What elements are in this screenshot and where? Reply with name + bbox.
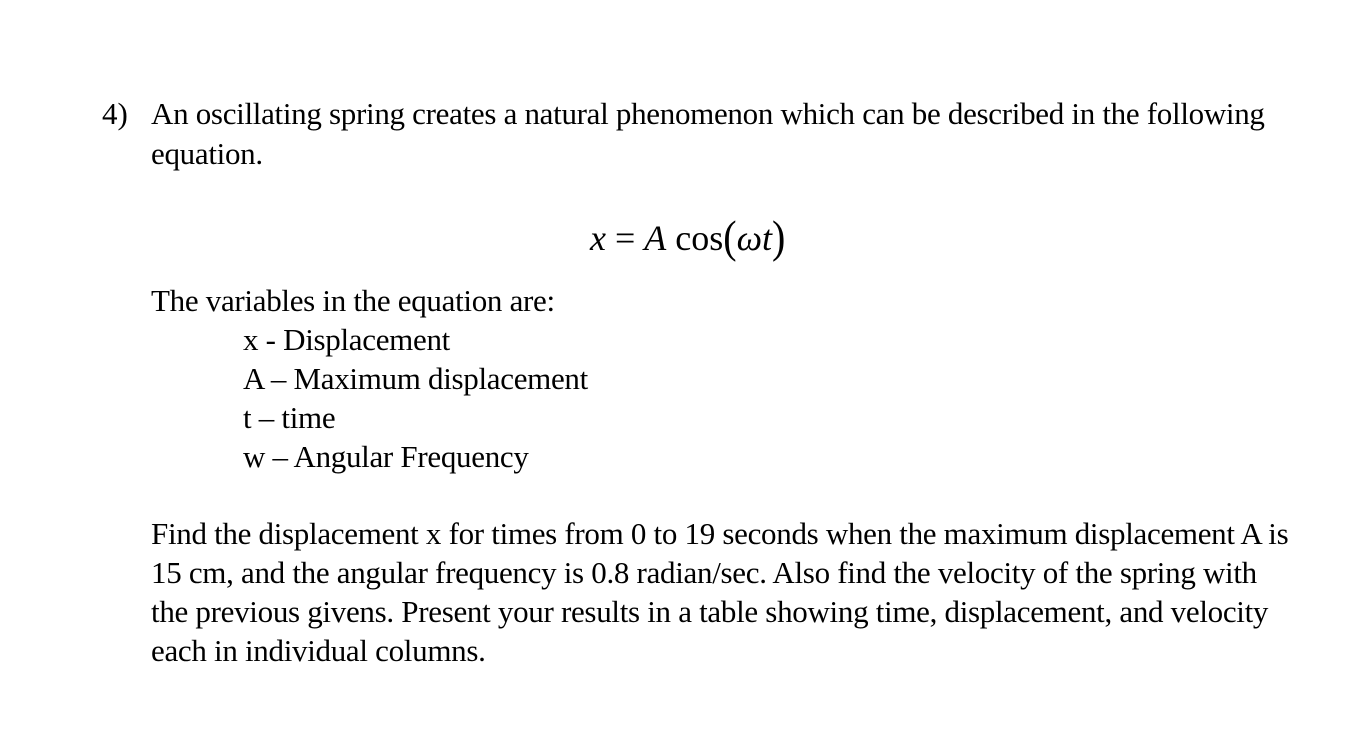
variables-heading: The variables in the equation are: (151, 283, 555, 318)
equation-equals: = (614, 218, 636, 258)
equation-amplitude: A (644, 218, 667, 258)
task-paragraph: Find the displacement x for times from 0 to 19 seconds when the maximum displacement A is 15 cm, and the angular frequency is 0.8 radian/sec. Also find the velocity of the spring with the previous givens. Present your results in a table showing time, displacement, and velocity each in individual columns. (151, 516, 1289, 668)
equation-lhs: x (590, 218, 606, 258)
variable-item: w – Angular Frequency (243, 439, 529, 474)
question-number: 4) (102, 96, 128, 131)
equation-close-paren: ) (772, 210, 786, 263)
variable-item: x - Displacement (243, 322, 450, 357)
variable-item: A – Maximum displacement (243, 361, 588, 396)
variable-item: t – time (243, 400, 336, 435)
equation (590, 210, 786, 263)
question-intro: An oscillating spring creates a natural phenomenon which can be described in the following equation. (151, 96, 1265, 171)
equation-function: cos (675, 218, 724, 258)
variables-list (243, 320, 588, 476)
equation-open-paren: ( (723, 210, 737, 263)
equation-argument: ωt (736, 218, 773, 258)
